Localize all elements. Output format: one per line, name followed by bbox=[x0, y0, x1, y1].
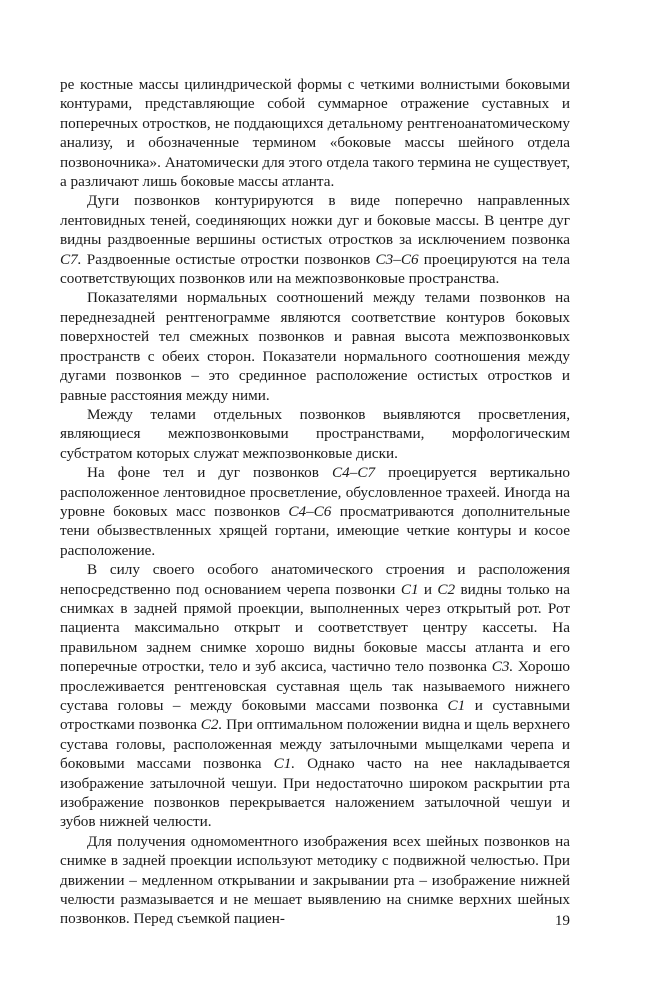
paragraph-7 bbox=[60, 832, 570, 929]
text-run: Дуги позвонков контурируются в виде поперечно направленных лентовидных теней, соединяющих ножки дуг и боковые массы. В центре дуг видны раздвоенные вершины остистых отростков за исключением позвонка bbox=[60, 192, 570, 249]
text-run: Раздвоенные остистые отростки позвонков bbox=[81, 250, 376, 268]
vertebra-label: С4–С6 bbox=[288, 502, 332, 520]
text-run: просматриваются дополнительные тени обызвествленных хрящей гортани, имеющие четкие контуры и косое расположение. bbox=[60, 502, 570, 559]
text-run: Однако часто на нее накладывается изображение затылочной чешуи. При недостаточно широком раскрытии рта изображение позвонков перекрывается наложением затылочной чешуи и зубов нижней челюсти. bbox=[60, 755, 570, 831]
paragraph-6 bbox=[60, 560, 570, 832]
vertebra-label: С1 bbox=[447, 697, 466, 714]
text-run: проецируются на тела соответствующих позвонков или на межпозвонковые пространства. bbox=[60, 250, 571, 288]
text-run: видны только на снимках в задней прямой проекции, выполненных через открытый рот. Рот пациента максимально открыт и соответствует центру кассеты. На правильном заднем снимке хорошо видны боковые массы атланта и его поперечные отростки, тело и зуб аксиса, частично тело позвонка bbox=[60, 580, 570, 676]
text-run: проецируется вертикально расположенное лентовидное просветление, обусловленное трахеей. Иногда на уровне боковых масс позвонков bbox=[60, 464, 571, 520]
text-run: Показателями нормальных соотношений между телами позвонков на переднезадней рентгенограмме являются соответствие контуров боковых поверхностей тел смежных позвонков и равная высота межпозвонковых пространств с обеих сторон. Показатели нормального соотношения между дугами позвонков – это срединное расположение остистых отростков и равные расстояния между ними. bbox=[60, 289, 570, 404]
paragraph-4 bbox=[60, 405, 570, 463]
text-run: При оптимальном положении видна и щель верхнего сустава головы, расположенная между затылочными мыщелками черепа и боковыми массами позвонка bbox=[60, 716, 571, 773]
paragraph-5 bbox=[60, 463, 570, 560]
vertebra-label: С2. bbox=[200, 716, 223, 734]
vertebra-label: С1. bbox=[273, 755, 296, 773]
vertebra-label: С3–С6 bbox=[375, 250, 419, 268]
paragraph-3 bbox=[60, 288, 570, 404]
text-run: ре костные массы цилиндрической формы с четкими волнистыми боковыми контурами, представляющие собой суммарное отражение суставных и поперечных отростков, не поддающихся детальному рентгеноанатомическому анализу, и обозначенные термином «боковые массы шейного отдела позвоночника». Анатомически для этого отдела такого термина не существует, а различают лишь боковые массы атланта. bbox=[60, 76, 570, 191]
vertebra-label: С7. bbox=[60, 250, 82, 268]
text-run: Хорошо прослеживается рентгеновская суставная щель так называемого нижнего сустава головы – между боковыми массами позвонка bbox=[60, 658, 570, 714]
text-run: Между телами отдельных позвонков выявляются просветления, являющиеся межпозвонковыми пространствами, морфологическим субстратом которых служат межпозвонковые диски. bbox=[60, 405, 570, 462]
text-run: и суставными отростками позвонка bbox=[60, 697, 571, 734]
text-run: Для получения одномоментного изображения всех шейных позвонков на снимке в задней проекции используют методику с подвижной челюстью. При движении – медленном открывании и закрывании рта – изображение нижней челюсти размазывается и не мешает выявлению на снимке верхних шейных позвонков. Перед съемкой пациен- bbox=[60, 832, 570, 928]
text-run: и bbox=[418, 580, 438, 598]
text-run: В силу своего особого анатомического строения и расположения непосредственно под основанием черепа позвонки bbox=[60, 561, 570, 598]
vertebra-label: С1 bbox=[400, 580, 419, 598]
text-run: На фоне тел и дуг позвонков bbox=[87, 464, 332, 482]
page-number: 19 bbox=[554, 912, 570, 929]
vertebra-label: С4–С7 bbox=[332, 464, 376, 482]
page-body bbox=[60, 75, 570, 929]
paragraph-1 bbox=[60, 75, 570, 191]
vertebra-label: С3. bbox=[491, 658, 514, 676]
paragraph-2 bbox=[60, 191, 570, 288]
vertebra-label: С2 bbox=[437, 580, 456, 598]
